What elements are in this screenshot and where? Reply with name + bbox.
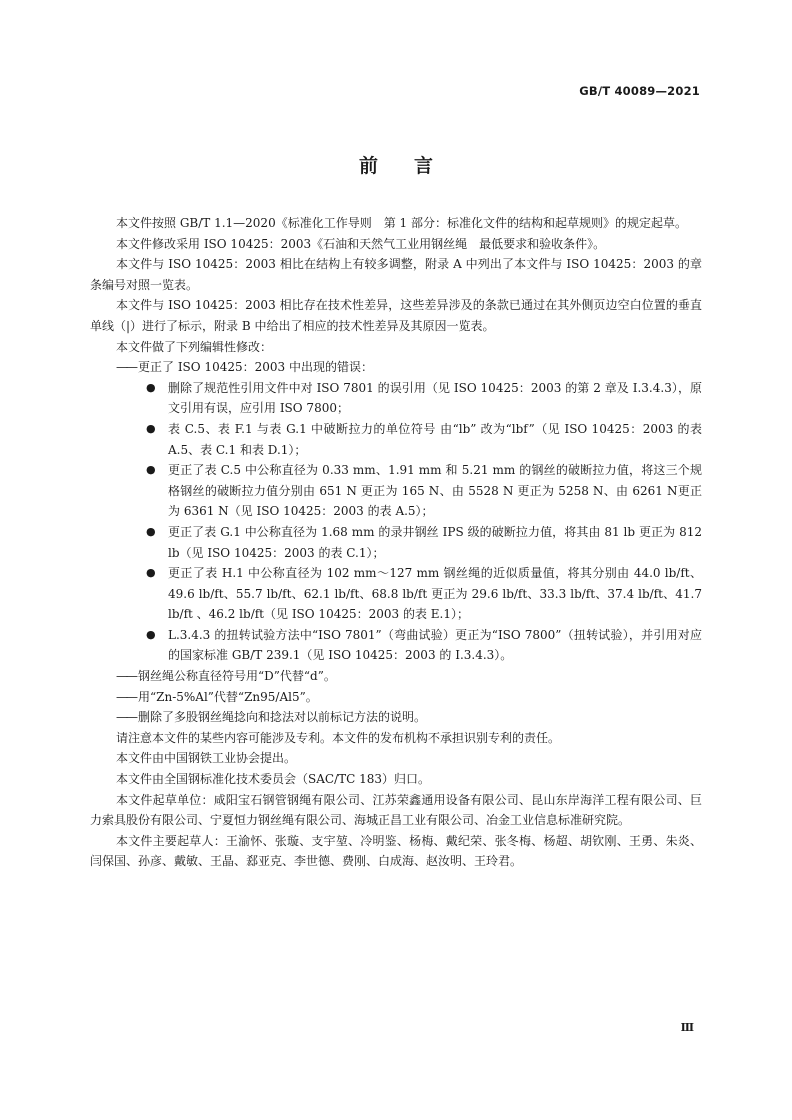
page-number: Ⅲ [680,1021,694,1034]
bullet-item [90,378,702,419]
bullet-icon: ● [146,627,156,641]
dash-item [90,357,702,378]
paragraph-drafters: 本文件主要起草人：王渝怀、张璇、支宇堃、冷明鉴、杨梅、戴纪荣、张冬梅、杨超、胡钦刚、王勇、朱炎、闫保国、孙彦、戴敏、王晶、郄亚克、李世德、费刚、白成海、赵汝明、王玲君。 [90,833,702,869]
paragraph-structure: 本文件与 ISO 10425：2003 相比在结构上有较多调整，附录 A 中列出了本文件与 ISO 10425：2003 的章条编号对照一览表。 [90,257,702,292]
dash-item [90,707,702,728]
bullet-icon: ● [146,463,156,477]
standard-code: GB/T 40089—2021 [579,84,700,98]
bullet-item [90,625,702,666]
dash-item-text: 钢丝绳公称直径符号用“D”代替“d”。 [138,669,336,684]
paragraph-editorial-changes: 本文件做了下列编辑性修改： [116,339,273,354]
dash-mark: —— [116,669,136,684]
dash-mark: —— [116,689,136,704]
bullet-text: 更正了表 C.5 中公称直径为 0.33 mm、1.91 mm 和 5.21 mm 的钢丝的破断拉力值，将这三个规格钢丝的破断拉力值分别由 651 N 更正为 165 N、由 5528 N 更正为 5258 N、由 6261 N更正为 6361 N（见 ISO 10425：2003 的表 A.5）； [168,463,702,519]
dash-item-text: 更正了 ISO 10425：2003 中出现的错误： [138,360,373,375]
dash-mark: —— [116,710,136,725]
page-title [0,151,792,178]
paragraph-patent-notice: 请注意本文件的某些内容可能涉及专利。本文件的发布机构不承担识别专利的责任。 [116,730,561,745]
bullet-text: L.3.4.3 的扭转试验方法中“ISO 7801”（弯曲试验）更正为“ISO 7800”（扭转试验），并引用对应的国家标准 GB/T 239.1（见 ISO 10425：2003 的 I.3.4.3）。 [168,627,702,663]
bullet-text: 更正了表 H.1 中公称直径为 102 mm～127 mm 钢丝绳的近似质量值，将其分别由 44.0 lb/ft、49.6 lb/ft、55.7 lb/ft、62.1 lb/ft、68.8 lb/ft 更正为 29.6 lb/ft、33.3 lb/ft、37.4 lb/ft、41.7 lb/ft 、46.2 lb/ft（见 ISO 10425：2003 的表 E.1）； [168,566,702,622]
bullet-item [90,522,702,563]
dash-item [90,687,702,708]
paragraph-drafting-organizations: 本文件起草单位：咸阳宝石钢管钢绳有限公司、江苏荣鑫通用设备有限公司、昆山东岸海洋工程有限公司、巨力索具股份有限公司、宁夏恒力钢丝绳有限公司、海城正昌工业有限公司、冶金工业信息标准研究院。 [90,792,702,828]
paragraph-technical-differences: 本文件与 ISO 10425：2003 相比存在技术性差异，这些差异涉及的条款已通过在其外侧页边空白位置的垂直单线（|）进行了标示，附录 B 中给出了相应的技术性差异及其原因一览表。 [90,298,702,333]
dash-item [90,666,702,687]
foreword-body [90,213,702,872]
bullet-item [90,460,702,522]
paragraph-proposer: 本文件由中国钢铁工业协会提出。 [116,751,297,766]
dash-item-text: 删除了多股钢丝绳捻向和捻法对以前标记方法的说明。 [138,710,427,725]
title-char-2: 言 [414,155,434,177]
bullet-text: 删除了规范性引用文件中对 ISO 7801 的误引用（见 ISO 10425：2003 的第 2 章及 I.3.4.3），原文引用有误，应引用 ISO 7800； [168,380,702,416]
paragraph-adoption: 本文件修改采用 ISO 10425：2003《石油和天然气工业用钢丝绳 最低要求和验收条件》。 [116,236,606,251]
bullet-icon: ● [146,566,156,580]
bullet-icon: ● [146,421,156,435]
bullet-text: 更正了表 G.1 中公称直径为 1.68 mm 的录井钢丝 IPS 级的破断拉力值，将其由 81 lb 更正为 812 lb（见 ISO 10425：2003 的表 C.1）； [168,524,702,560]
title-char-1: 前 [358,155,378,177]
bullet-text: 表 C.5、表 F.1 与表 G.1 中破断拉力的单位符号 由“lb” 改为“lbf”（见 ISO 10425：2003 的表 A.5、表 C.1 和表 D.1）； [168,421,702,457]
bullet-item [90,419,702,460]
dash-item-text: 用“Zn-5%Al”代替“Zn95/Al5”。 [138,689,318,704]
bullet-icon: ● [146,380,156,394]
bullet-item [90,563,702,625]
paragraph-administrator: 本文件由全国钢标准化技术委员会（SAC/TC 183）归口。 [116,772,431,787]
dash-mark: —— [116,360,136,375]
bullet-icon: ● [146,524,156,538]
paragraph-drafting-rules: 本文件按照 GB/T 1.1—2020《标准化工作导则 第 1 部分：标准化文件的结构和起草规则》的规定起草。 [116,216,687,230]
